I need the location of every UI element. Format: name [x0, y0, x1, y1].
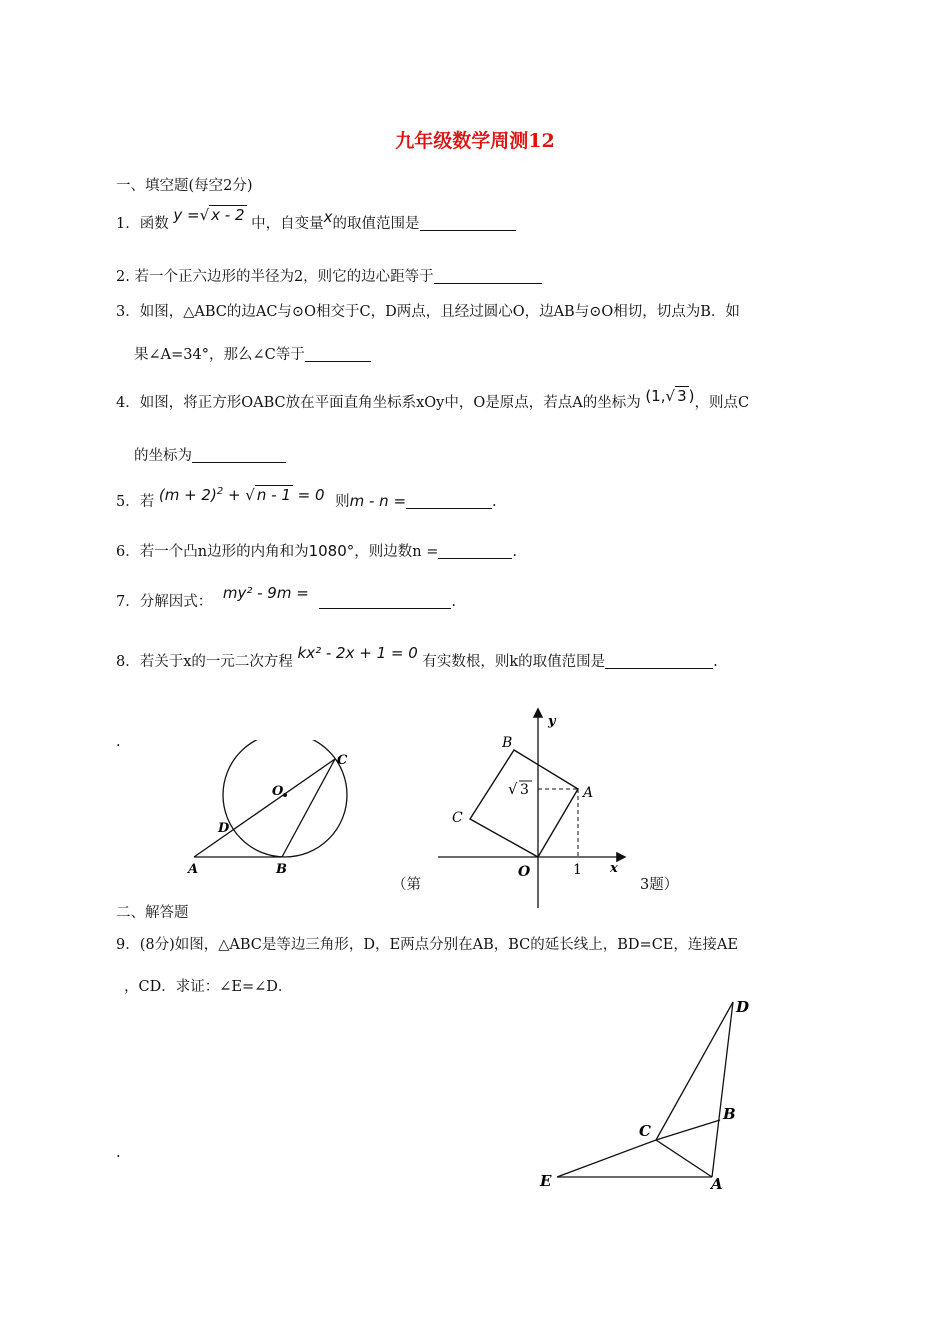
question-7: 7．分解因式： my² - 9m = . — [116, 584, 457, 610]
question-6: 6．若一个凸n边形的内角和为1080°，则边数n = . — [116, 542, 517, 560]
section-heading-fill-blank: 一、填空题(每空2分) — [116, 178, 253, 194]
question-3-line-1: 3．如图，△ABC的边AC与⊙O相交于C，D两点，且经过圆心O，边AB与⊙O相切，切点为B．如 — [116, 304, 740, 320]
question-2: 2. 若一个正六边形的半径为2，则它的边心距等于 — [116, 265, 542, 286]
question-1 — [116, 206, 516, 233]
label-o: O — [518, 864, 531, 880]
label-c: C — [639, 1122, 651, 1140]
line-ac — [194, 759, 335, 857]
question-text: 函数 — [139, 216, 169, 232]
question-3-line-2: 果∠A=34°，那么∠C等于 — [134, 343, 371, 364]
figure-square-coordinate — [410, 700, 640, 912]
answer-blank[interactable] — [434, 269, 542, 284]
label-b: B — [502, 735, 513, 751]
radical-sign: √ — [508, 780, 518, 798]
label-a: A — [711, 1175, 723, 1193]
label-b: B — [276, 862, 287, 877]
question-9-line-2: ，CD．求证：∠E=∠D． — [124, 979, 293, 995]
equation: kx² - 2x + 1 = 0 — [297, 644, 418, 662]
line-ec — [557, 1140, 656, 1177]
section-heading-solutions: 二、解答题 — [116, 905, 189, 921]
function-formula: y =√ x - 2 — [173, 206, 245, 224]
answer-blank[interactable] — [605, 654, 713, 669]
figure-caption-left: （第 — [392, 877, 421, 893]
figure-equilateral-triangle — [530, 990, 770, 1200]
coordinate-formula: (1,√ 3 ) — [645, 387, 695, 405]
label-c: C — [337, 753, 348, 768]
circle-o — [223, 740, 347, 857]
question-number: 1． — [116, 216, 140, 232]
line-bc — [282, 759, 335, 857]
answer-blank[interactable] — [406, 494, 492, 509]
stray-dot: . — [116, 734, 121, 750]
answer-blank[interactable] — [192, 448, 286, 463]
label-x: x — [610, 861, 618, 876]
question-text: 中，自变量 — [251, 216, 324, 232]
square-oabc — [470, 750, 578, 857]
label-o: O — [272, 784, 284, 799]
angle-sum: 1080° — [308, 542, 355, 560]
answer-blank[interactable] — [420, 216, 516, 231]
center-point-o — [283, 793, 287, 797]
page-title: 九年级数学周测12 — [395, 130, 555, 152]
line-ad — [712, 1002, 733, 1177]
variable: x — [323, 208, 333, 226]
label-d: D — [736, 998, 750, 1016]
question-8: 8．若关于x的一元二次方程 kx² - 2x + 1 = 0 有实数根，则k的取值范围是 . — [116, 644, 718, 670]
equation: $(m + 2)^2$ + √ n - 1 = 0 — [158, 486, 325, 504]
line-ca — [656, 1140, 712, 1177]
question-4-line-1: 4．如图，将正方形OABC放在平面直角坐标系xOy中，O是原点，若点A的坐标为 (1,√ 3 )，则点C — [116, 387, 750, 411]
label-one: 1 — [573, 862, 582, 878]
figure-caption-right: 3题） — [640, 877, 679, 893]
stray-dot: . — [116, 1145, 121, 1161]
label-sqrt3: 3 — [520, 782, 529, 798]
question-9-line-1: 9．(8分)如图，△ABC是等边三角形，D，E两点分别在AB，BC的延长线上，BD=CE，连接AE — [116, 937, 738, 953]
label-e: E — [540, 1172, 552, 1190]
label-b: B — [723, 1105, 736, 1123]
figure-circle-tangent — [180, 740, 370, 880]
question-5: 5．若 $(m + 2)^2$ + √ n - 1 = 0 则m - n = . — [116, 486, 497, 510]
answer-blank[interactable] — [319, 594, 451, 609]
label-y: y — [548, 714, 556, 729]
label-a: A — [188, 862, 199, 877]
expression: my² - 9m = — [222, 584, 309, 602]
line-cd — [656, 1002, 733, 1140]
label-a: A — [583, 785, 594, 801]
answer-blank[interactable] — [438, 544, 512, 559]
expression: m - n = — [349, 492, 407, 510]
question-text: 的取值范围是 — [332, 216, 420, 232]
question-4-line-2: 的坐标为 — [134, 444, 286, 465]
label-d: D — [218, 821, 230, 836]
answer-blank[interactable] — [305, 347, 371, 362]
label-c: C — [452, 810, 463, 826]
